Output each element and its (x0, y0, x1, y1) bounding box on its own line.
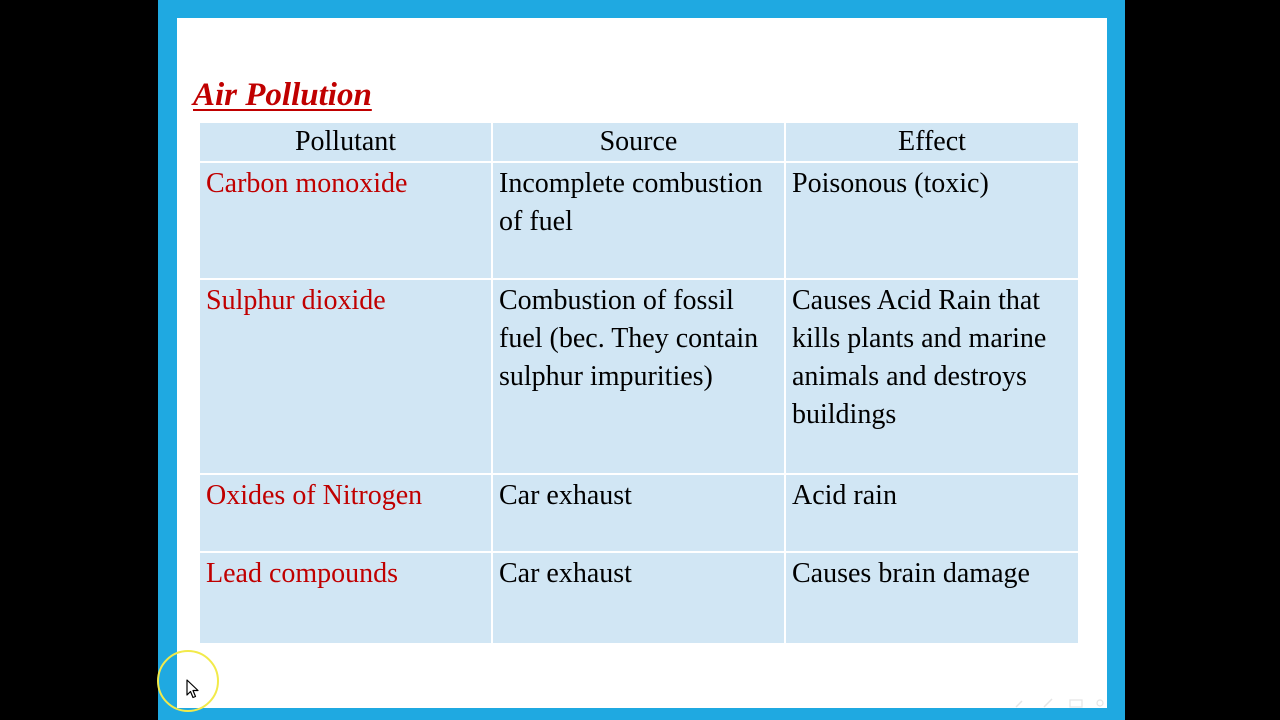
pollutant-cell: Lead compounds (199, 552, 492, 644)
header-source: Source (492, 122, 785, 162)
effect-cell: Acid rain (785, 474, 1079, 552)
table-row (199, 552, 1079, 644)
source-cell: Combustion of fossil fuel (bec. They contain sulphur impurities) (492, 279, 785, 474)
slideshow-controls[interactable] (1010, 696, 1110, 708)
pollution-table (198, 121, 1080, 645)
slide-title: Air Pollution (193, 77, 372, 113)
table-row (199, 162, 1079, 279)
table-row (199, 279, 1079, 474)
mouse-pointer-icon (186, 679, 200, 699)
header-effect: Effect (785, 122, 1079, 162)
effect-cell: Poisonous (toxic) (785, 162, 1079, 279)
table-row (199, 474, 1079, 552)
source-cell: Car exhaust (492, 552, 785, 644)
effect-cell: Causes brain damage (785, 552, 1079, 644)
source-cell: Car exhaust (492, 474, 785, 552)
source-cell: Incomplete combustion of fuel (492, 162, 785, 279)
effect-cell: Causes Acid Rain that kills plants and marine animals and destroys buildings (785, 279, 1079, 474)
pollutant-cell: Oxides of Nitrogen (199, 474, 492, 552)
slideshow-controls-icon (1010, 697, 1110, 709)
header-pollutant: Pollutant (199, 122, 492, 162)
pollutant-cell: Sulphur dioxide (199, 279, 492, 474)
table-header-row (199, 122, 1079, 162)
pollutant-cell: Carbon monoxide (199, 162, 492, 279)
